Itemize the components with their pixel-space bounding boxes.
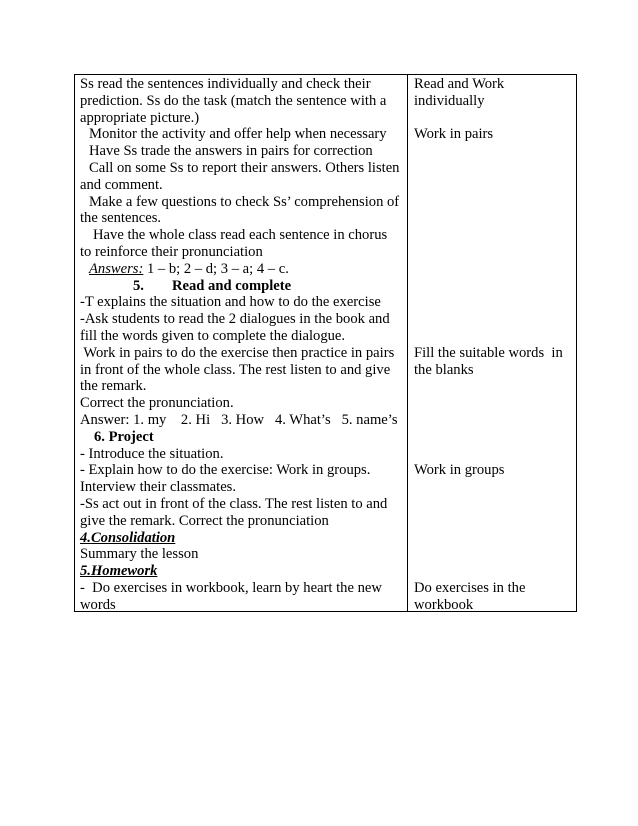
text-line: give the remark. Correct the pronunciation	[80, 512, 329, 529]
text-line: Ss read the sentences individually and check their	[80, 76, 371, 92]
section-5-title: Read and complete	[171, 277, 292, 294]
text-line: the remark.	[80, 378, 147, 395]
text-line: and comment.	[80, 176, 163, 193]
text-line: - Introduce the situation.	[80, 445, 224, 462]
text-line: the sentences.	[80, 210, 162, 227]
text-line: Do exercises in the	[414, 580, 526, 596]
section-5-number: 5.	[133, 277, 144, 294]
text-line: prediction. Ss do the task (match the sentence with a	[80, 92, 387, 109]
section-5-heading	[80, 278, 404, 295]
activity-note	[414, 76, 573, 110]
homework-heading: 5.Homework	[80, 563, 158, 580]
text-line: - Explain how to do the exercise: Work in groups.	[80, 462, 371, 479]
teacher-activities-column	[75, 75, 408, 611]
answers-text: 1 – b; 2 – d; 3 – a; 4 – c.	[143, 260, 289, 277]
text-line: individually	[414, 92, 485, 109]
consolidation-heading: 4.Consolidation	[80, 529, 176, 546]
student-activities-column	[408, 75, 576, 611]
text-line: Summary the lesson	[80, 546, 199, 563]
activity-note	[414, 345, 573, 379]
text-line: Work in pairs	[414, 126, 494, 143]
activity-note	[414, 580, 573, 614]
text-line: Read and Work	[414, 76, 505, 92]
text-line: Call on some Ss to report their answers. Others listen	[89, 159, 400, 176]
activity-note	[414, 462, 573, 479]
activity-note	[414, 126, 573, 143]
text-line: - Do exercises in workbook, learn by heart the new	[80, 579, 382, 596]
text-line: to reinforce their pronunciation	[80, 243, 263, 260]
text-line: -Ask students to read the 2 dialogues in the book and	[80, 311, 390, 328]
section-6-heading: 6. Project	[94, 428, 154, 445]
text-line: Make a few questions to check Ss’ comprehension of	[89, 193, 400, 210]
answer-line: Answer: 1. my 2. Hi 3. How 4. What’s 5. name’s	[80, 411, 398, 428]
lesson-plan-table	[74, 74, 577, 612]
text-line: words	[80, 596, 116, 613]
text-line: Interview their classmates.	[80, 479, 237, 496]
text-line: -Ss act out in front of the class. The rest listen to and	[80, 495, 388, 512]
text-line: Have Ss trade the answers in pairs for correction	[89, 143, 373, 160]
text-line: Work in pairs to do the exercise then practice in pairs	[80, 344, 395, 361]
text-line: Work in groups	[414, 462, 505, 479]
text-line: -T explains the situation and how to do the exercise	[80, 294, 381, 311]
text-line: Monitor the activity and offer help when necessary	[89, 126, 387, 143]
text-line: in front of the whole class. The rest listen to and give	[80, 361, 391, 378]
text-line: Have the whole class read each sentence in chorus	[93, 227, 388, 244]
text-line: Correct the pronunciation.	[80, 395, 234, 412]
text-line: workbook	[414, 596, 474, 613]
text-line: Fill the suitable words in	[414, 344, 563, 361]
answers-label: Answers:	[89, 260, 144, 277]
text-line: appropriate picture.)	[80, 109, 200, 126]
answers-line	[80, 261, 404, 278]
text-line: the blanks	[414, 361, 474, 378]
text-line: fill the words given to complete the dialogue.	[80, 327, 346, 344]
